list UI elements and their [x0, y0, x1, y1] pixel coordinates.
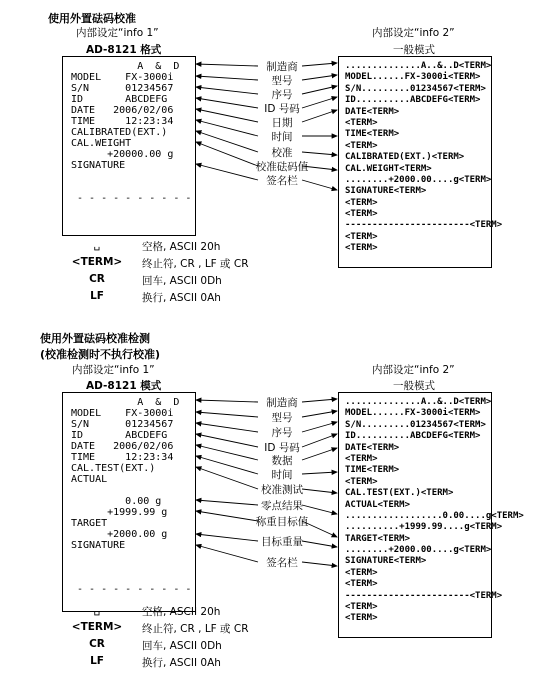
center-label: ID 号码 [264, 442, 300, 454]
center-label: 数据 [271, 455, 293, 467]
connector-arrow [196, 456, 258, 474]
general-line: <TERM> [345, 579, 378, 590]
legend-description: 终止符, CR , LF 或 CR [142, 258, 249, 270]
connector-arrow [302, 448, 337, 460]
general-line: <TERM> [345, 567, 378, 578]
connector-arrow [302, 434, 337, 447]
printout-line: MODEL FX-3000i [71, 72, 174, 83]
general-line: <TERM> [345, 117, 378, 128]
connector-arrow [302, 422, 337, 432]
connector-arrow [196, 400, 258, 402]
general-line: <TERM> [345, 476, 378, 487]
general-line: <TERM> [345, 197, 378, 208]
connector-arrow [196, 445, 258, 460]
printout-line: CAL.TEST(EXT.) [71, 463, 156, 474]
general-line: ..............A..&..D<TERM> [345, 397, 492, 407]
connector-arrow [302, 152, 337, 155]
connector-arrow [196, 511, 258, 521]
general-line: -----------------------<TERM> [345, 220, 503, 231]
general-line: <TERM> [345, 602, 378, 613]
printout-line: - - - - - - - - - - [71, 193, 192, 204]
center-label: 校准 [271, 147, 293, 159]
center-label: 序号 [271, 427, 293, 439]
connector-arrow [302, 166, 337, 170]
connector-arrow [196, 434, 258, 447]
section1-printer-label: AD-8121 格式 [86, 44, 162, 56]
general-line: <TERM> [345, 140, 378, 151]
general-line: ........+2000.00....g<TERM> [345, 174, 492, 185]
center-label: 零点结果 [261, 500, 303, 512]
section2-subtitle: (校准检测时不执行校准) [40, 348, 161, 361]
section2-general-label: 一般模式 [393, 380, 435, 392]
general-line: TARGET<TERM> [345, 533, 411, 544]
center-label: 校准砝码值 [255, 161, 309, 173]
connector-arrow [196, 87, 258, 94]
center-label: 日期 [271, 117, 293, 129]
printout-line: ID ABCDEFG [71, 430, 168, 441]
legend-description: 回车, ASCII 0Dh [142, 640, 222, 652]
legend-symbol: CR [89, 638, 105, 650]
center-label: 签名栏 [266, 175, 298, 187]
general-line: CALIBRATED(EXT.)<TERM> [345, 152, 465, 163]
printout-line: DATE 2006/02/06 [71, 105, 174, 116]
connector-arrow [302, 521, 337, 537]
general-line: <TERM> [345, 209, 378, 220]
legend-symbol: <TERM> [71, 256, 123, 268]
legend-description: 终止符, CR , LF 或 CR [142, 623, 249, 635]
center-label: 目标重量 [261, 536, 303, 548]
general-line: ..................0.00....g<TERM> [345, 510, 524, 521]
center-label: ID 号码 [264, 103, 300, 115]
general-line: SIGNATURE<TERM> [345, 186, 427, 197]
center-label: 制造商 [266, 61, 298, 73]
section2-printer-label: AD-8121 模式 [86, 380, 162, 392]
printout-line: +1999.99 g [71, 507, 168, 518]
printout-line: ACTUAL [71, 474, 108, 485]
center-label: 制造商 [266, 397, 298, 409]
connector-arrow [196, 164, 258, 180]
connector-arrow [196, 76, 258, 80]
connector-arrow [196, 142, 258, 166]
general-line: S/N.........01234567<TERM> [345, 419, 486, 430]
section2-info2-label: 内部设定“info 2” [372, 364, 455, 376]
connector-arrow [196, 412, 258, 417]
connector-arrow [302, 505, 337, 514]
section1-info2-label: 内部设定“info 2” [372, 27, 455, 39]
connector-arrow [302, 399, 337, 402]
general-line: S/N.........01234567<TERM> [345, 83, 486, 94]
printout-line: CALIBRATED(EXT.) [71, 127, 168, 138]
connector-arrow [196, 109, 258, 122]
legend-symbol: ␣ [93, 604, 101, 616]
printout-line: +2000.00 g [71, 529, 168, 540]
connector-arrow [302, 110, 337, 122]
general-line: <TERM> [345, 613, 378, 624]
printout-line: - - - - - - - - - - [71, 584, 192, 595]
general-line: ID..........ABCDEFG<TERM> [345, 95, 481, 106]
section2-title: 使用外置砝码校准检测 [40, 332, 150, 345]
connector-arrow [196, 423, 258, 432]
connector-arrow [196, 500, 258, 505]
connector-arrow [196, 98, 258, 108]
printout-line: A & D [71, 397, 180, 408]
connector-arrow [302, 411, 337, 417]
general-line: TIME<TERM> [345, 129, 400, 140]
general-line: TIME<TERM> [345, 465, 400, 476]
general-line: <TERM> [345, 231, 378, 242]
general-line: MODEL......FX-3000i<TERM> [345, 408, 481, 419]
connector-arrow [302, 86, 337, 94]
general-line: <TERM> [345, 243, 378, 254]
general-line: <TERM> [345, 453, 378, 464]
connector-arrow [302, 97, 337, 108]
legend-description: 换行, ASCII 0Ah [142, 657, 221, 669]
legend-description: 回车, ASCII 0Dh [142, 275, 222, 287]
legend-symbol: CR [89, 273, 105, 285]
legend-symbol: ␣ [93, 239, 101, 251]
connector-arrow [302, 562, 337, 566]
legend-symbol: LF [90, 655, 104, 667]
connector-arrow [196, 467, 258, 489]
legend-symbol: <TERM> [71, 621, 123, 633]
printout-line: +20000.00 g [71, 149, 174, 160]
legend-description: 换行, ASCII 0Ah [142, 292, 221, 304]
general-line: DATE<TERM> [345, 106, 400, 117]
section1-general-label: 一般模式 [393, 44, 435, 56]
printout-line: TARGET [71, 518, 108, 529]
center-label: 型号 [271, 412, 293, 424]
section1-info1-label: 内部设定“info 1” [76, 27, 159, 39]
general-line: CAL.WEIGHT<TERM> [345, 163, 432, 174]
center-label: 时间 [271, 131, 293, 143]
general-line: SIGNATURE<TERM> [345, 556, 427, 567]
general-line: ........+2000.00....g<TERM> [345, 545, 492, 556]
printout-line: ID ABCDEFG [71, 94, 168, 105]
connector-arrow [302, 472, 337, 474]
connector-arrow [196, 131, 258, 152]
connector-arrow [302, 489, 337, 493]
center-label: 称重目标值 [255, 516, 309, 528]
printout-line: SIGNATURE [71, 160, 126, 171]
general-line: MODEL......FX-3000i<TERM> [345, 72, 481, 83]
section1-title: 使用外置砝码校准 [48, 12, 136, 25]
general-line: DATE<TERM> [345, 442, 400, 453]
connector-arrow [196, 120, 258, 136]
printout-line: SIGNATURE [71, 540, 126, 551]
printout-line: MODEL FX-3000i [71, 408, 174, 419]
connector-arrow [302, 541, 337, 547]
general-line: -----------------------<TERM> [345, 590, 503, 601]
center-label: 签名栏 [266, 557, 298, 569]
center-label: 校准测试 [261, 484, 303, 496]
general-line: ..........+1999.99....g<TERM> [345, 522, 503, 533]
printout-line: TIME 12:23:34 [71, 452, 174, 463]
section2-info1-label: 内部设定“info 1” [72, 364, 155, 376]
printout-line: A & D [71, 61, 180, 72]
connector-arrow [302, 180, 337, 190]
connector-arrow [302, 75, 337, 80]
printout-line: 0.00 g [71, 496, 162, 507]
connector-arrow [302, 63, 337, 66]
printout-line: S/N 01234567 [71, 83, 174, 94]
center-label: 时间 [271, 469, 293, 481]
general-line: ID..........ABCDEFG<TERM> [345, 431, 481, 442]
legend-symbol: LF [90, 290, 104, 302]
connector-arrow [196, 64, 258, 66]
legend-description: 空格, ASCII 20h [142, 241, 221, 253]
connector-arrow [196, 534, 258, 541]
center-label: 序号 [271, 89, 293, 101]
printout-line: CAL.WEIGHT [71, 138, 132, 149]
center-label: 型号 [271, 75, 293, 87]
connector-arrow [196, 545, 258, 562]
printout-line: TIME 12:23:34 [71, 116, 174, 127]
general-line: CAL.TEST(EXT.)<TERM> [345, 488, 454, 499]
general-line: ..............A..&..D<TERM> [345, 61, 492, 71]
legend-description: 空格, ASCII 20h [142, 606, 221, 618]
printout-line: S/N 01234567 [71, 419, 174, 430]
printout-line: DATE 2006/02/06 [71, 441, 174, 452]
general-line: ACTUAL<TERM> [345, 499, 411, 510]
